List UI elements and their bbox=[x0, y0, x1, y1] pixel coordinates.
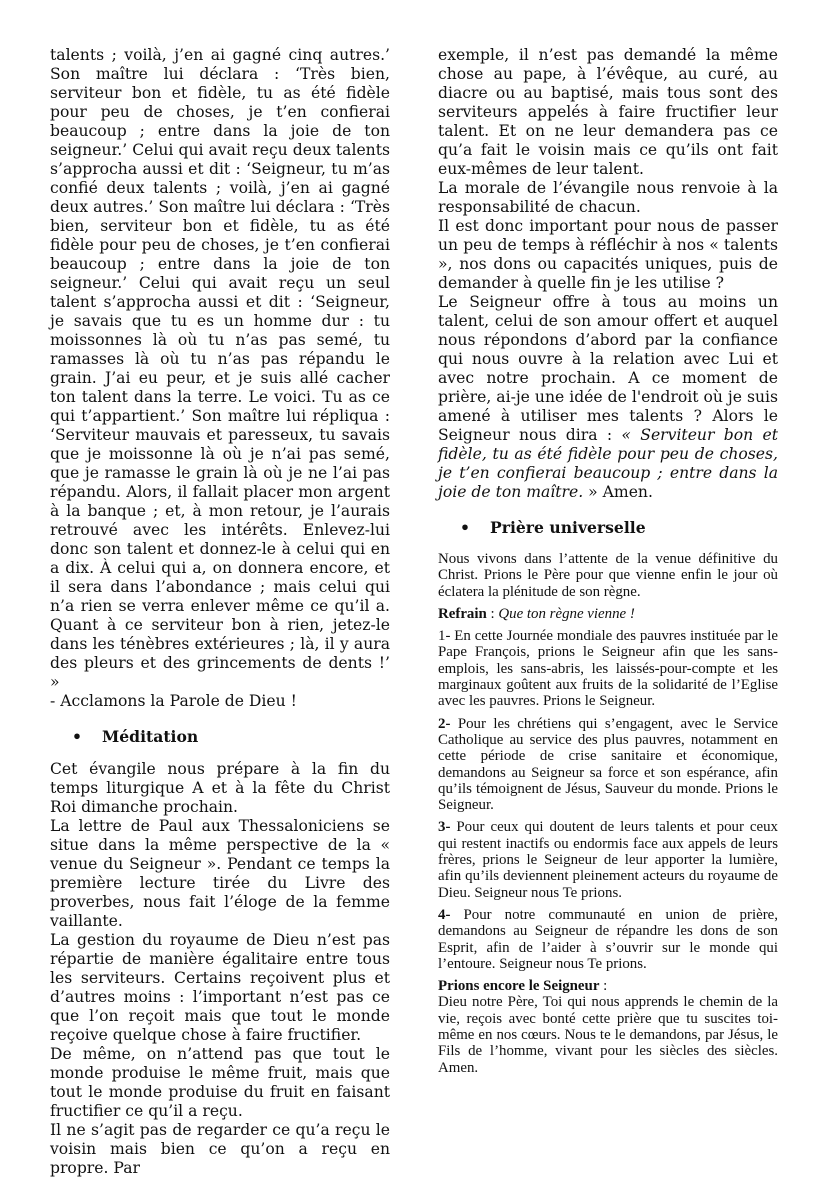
closing-separator: : bbox=[599, 978, 608, 995]
final-paragraph-end: » Amen. bbox=[583, 483, 653, 501]
right-column bbox=[438, 46, 778, 1076]
final-paragraph-quote: « Serviteur bon et fidèle, tu as été fidèle pour peu de choses, je t’en confierai beaucoup ; entre dans la joie de ton maître. bbox=[438, 426, 778, 501]
meditation-heading bbox=[72, 727, 390, 746]
intention-number: 1- bbox=[438, 628, 451, 645]
refrain-text: Que ton règne vienne ! bbox=[498, 605, 635, 622]
intention-number: 2- bbox=[438, 715, 451, 732]
closing-label: Prions encore le Seigneur bbox=[438, 978, 600, 995]
meditation-paragraph: La gestion du royaume de Dieu n’est pas répartie de manière égalitaire entre tous les serviteurs. Certains reçoivent plus et d’autres moins : l’important n’est pas ce que l’on reçoit mais que tout le monde reçoive quelque chose à faire fructifier. bbox=[50, 931, 390, 1044]
meditation-paragraph: La lettre de Paul aux Thessaloniciens se situe dans la même perspective de la « venue du Seigneur ». Pendant ce temps la première lecture tirée du Livre des proverbes, nous fait l’éloge de la femme vaillante. bbox=[50, 817, 390, 930]
meditation-final-paragraph bbox=[438, 293, 778, 502]
prayer-heading-label: Prière universelle bbox=[490, 518, 646, 537]
meditation-paragraph: De même, on n’attend pas que tout le monde produise le même fruit, mais que tout le monde produise du fruit en faisant fructifier ce qu’il a reçu. bbox=[50, 1045, 390, 1120]
meditation-paragraph: exemple, il n’est pas demandé la même chose au pape, à l’évêque, au curé, au diacre ou au baptisé, mais tous sont des serviteurs appelés à faire fructifier leur talent. Et on ne leur demandera pas ce qu’a fait le voisin mais ce qu’ils ont fait eux-mêmes de leur talent. bbox=[438, 46, 778, 178]
bullet-icon: • bbox=[460, 518, 470, 537]
refrain-label: Refrain bbox=[438, 605, 487, 622]
final-paragraph-text: Le Seigneur offre à tous au moins un talent, celui de son amour offert et auquel nous répondons d’abord par la confiance qui nous ouvre à la relation avec Lui et avec notre prochain. A ce moment de prière, ai-je une idée de l'endroit où je suis amené à utiliser mes talents ? Alors le Seigneur nous dira : bbox=[438, 293, 778, 444]
bullet-icon: • bbox=[72, 727, 82, 746]
intention-item bbox=[438, 716, 778, 814]
closing-prayer-heading bbox=[438, 978, 778, 994]
intention-number: 4- bbox=[438, 906, 451, 923]
intention-text: Pour ceux qui doutent de leurs talents et pour ceux qui restent inactifs ou endormis face aux appels de leurs frères, prions le Seigneur de leur apporter la lumière, afin qu’ils deviennent pleinement acteurs du royaume de Dieu. Seigneur nous Te prions. bbox=[438, 819, 778, 901]
intention-item bbox=[438, 628, 778, 709]
meditation-paragraph: Il ne s’agit pas de regarder ce qu’a reçu le voisin mais bien ce qu’on a reçu en propre. Par bbox=[50, 1121, 390, 1177]
intention-text: Pour notre communauté en union de prière, demandons au Seigneur de répandre les dons de son Esprit, afin de l’aider à s’ouvrir sur le monde qui l’entoure. Seigneur nous Te prions. bbox=[438, 906, 778, 972]
intention-number: 3- bbox=[438, 819, 451, 836]
meditation-paragraph: Cet évangile nous prépare à la fin du temps liturgique A et à la fête du Christ Roi dimanche prochain. bbox=[50, 760, 390, 816]
intention-item bbox=[438, 819, 778, 900]
meditation-heading-label: Méditation bbox=[102, 727, 199, 746]
refrain-separator: : bbox=[486, 605, 499, 622]
closing-prayer-text: Dieu notre Père, Toi qui nous apprends le chemin de la vie, reçois avec bonté cette prière que tu suscites toi-même en nos cœurs. Nous te le demandons, par Jésus, le Fils de l’homme, vivant pour les siècles des siècles. Amen. bbox=[438, 994, 778, 1076]
intention-text: Pour les chrétiens qui s’engagent, avec le Service Catholique au service des plus pauvres, notamment en cette période de crise sanitaire et économique, demandons au Seigneur sa force et son espérance, afin qu’ils témoignent de Jésus, Sauveur du monde. Prions le Seigneur. bbox=[438, 715, 778, 814]
prayer-heading bbox=[460, 518, 778, 537]
prayer-intro: Nous vivons dans l’attente de la venue définitive du Christ. Prions le Père pour que vienne enfin le jour où éclatera la plénitude de son règne. bbox=[438, 551, 778, 600]
intention-text: En cette Journée mondiale des pauvres instituée par le Pape François, prions le Seigneur afin que les sans-emplois, les sans-abris, les laissés-pour-compte et les marginaux goûtent aux fruits de la solidarité de l’Eglise avec les pauvres. Prions le Seigneur. bbox=[438, 628, 778, 710]
intention-item bbox=[438, 907, 778, 972]
meditation-paragraph: Il est donc important pour nous de passer un peu de temps à réfléchir à nos « talents », nos dons ou capacités uniques, puis de demander à quelle fin je les utilise ? bbox=[438, 217, 778, 292]
acclamation: - Acclamons la Parole de Dieu ! bbox=[50, 692, 297, 710]
left-column bbox=[50, 46, 390, 1178]
meditation-paragraph: La morale de l’évangile nous renvoie à la responsabilité de chacun. bbox=[438, 179, 778, 216]
gospel-text: talents ; voilà, j’en ai gagné cinq autres.’ Son maître lui déclara : ‘Très bien, serviteur bon et fidèle, tu as été fidèle pour peu de choses, je t’en confierai beaucoup ; entre dans la joie de ton seigneur.’ Celui qui avait reçu deux talents s’approcha aussi et dit : ‘Seigneur, tu m’as confié deux talents ; voilà, j’en ai gagné deux autres.’ Son maître lui déclara : ‘Très bien, serviteur bon et fidèle, tu as été fidèle pour peu de choses, je t’en confierai beaucoup ; entre dans la joie de ton seigneur.’ Celui qui avait reçu un seul talent s’approcha aussi et dit : ‘Seigneur, je savais que tu es un homme dur : tu moissonnes là où tu n’as pas semé, tu ramasses là où tu n’as pas répandu le grain. J’ai eu peur, et je suis allé cacher ton talent dans la terre. Le voici. Tu as ce qui t’appartient.’ Son maître lui répliqua : ‘Serviteur mauvais et paresseux, tu savais que je moissonne là où je n’ai pas semé, que je ramasse le grain là où je ne l’ai pas répandu. Alors, il fallait placer mon argent à la banque ; et, à mon retour, je l’aurais retrouvé avec les intérêts. Enlevez-lui donc son talent et donnez-le à celui qui en a dix. À celui qui a, on donnera encore, et il sera dans l’abondance ; mais celui qui n’a rien se verra enlever même ce qu’il a. Quant à ce serviteur bon à rien, jetez-le dans les ténèbres extérieures ; là, il y aura des pleurs et des grincements de dents !’ » bbox=[50, 46, 390, 691]
refrain bbox=[438, 606, 778, 622]
